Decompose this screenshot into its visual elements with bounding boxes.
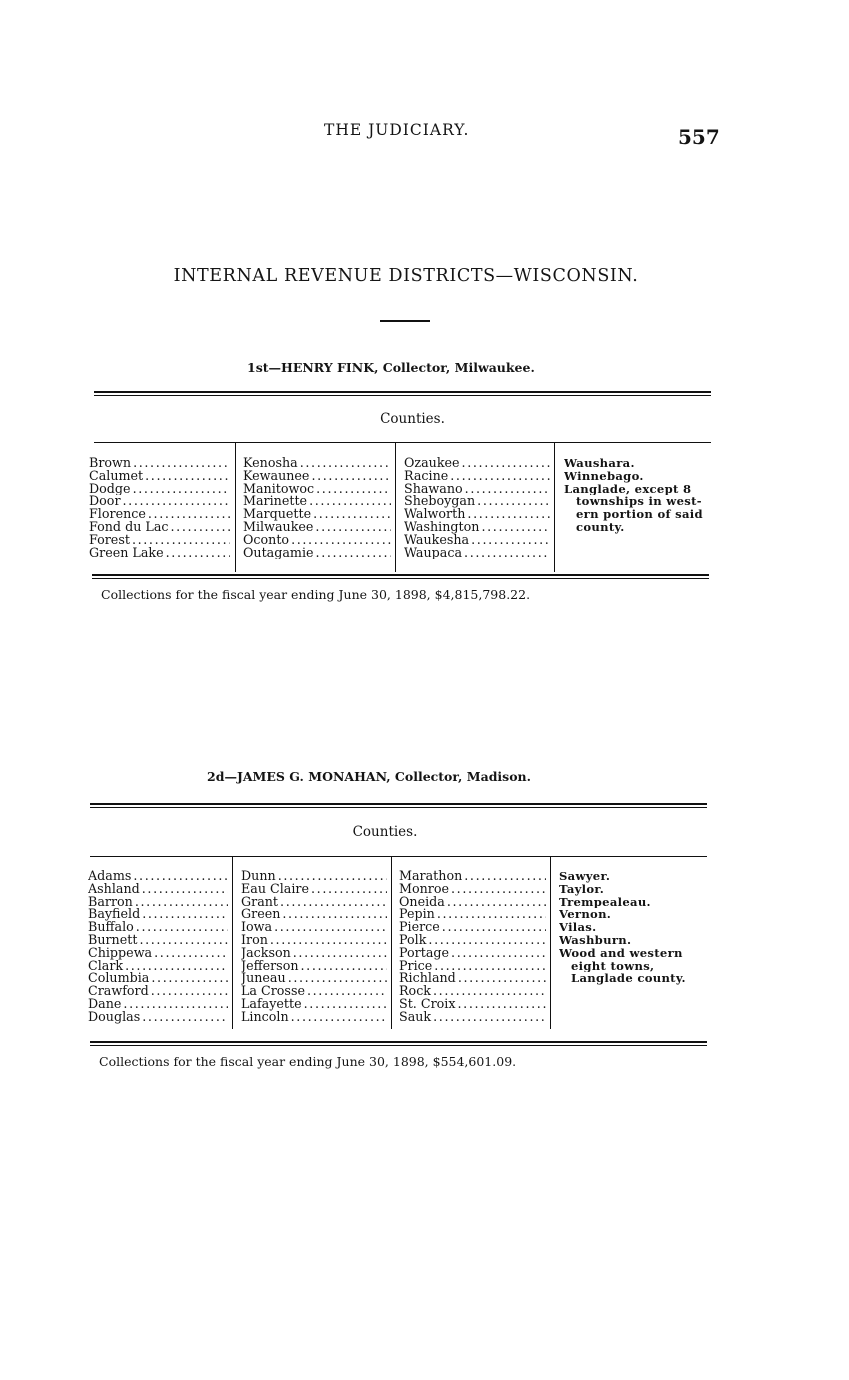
list-item: ern portion of said bbox=[576, 508, 703, 521]
list-item: Taylor. bbox=[559, 882, 605, 896]
list-item: Vernon. bbox=[559, 908, 612, 922]
list-item: Waukesha . . . bbox=[404, 534, 550, 547]
list-item: Waupaca . . . bbox=[404, 547, 550, 560]
list-item: county. bbox=[576, 520, 625, 534]
list-item: Bayfield . . . bbox=[88, 908, 228, 921]
list-item: Kenosha . . . bbox=[243, 457, 391, 470]
list-item: Winnebago. bbox=[564, 469, 644, 483]
list-item: Marinette . . . bbox=[243, 495, 391, 508]
list-item: Richland . . . bbox=[399, 972, 546, 985]
list-item: Iowa . . . bbox=[241, 921, 387, 934]
list-item: Racine . . . bbox=[404, 470, 550, 483]
district-1-col-divider-3 bbox=[554, 443, 555, 572]
list-item: Jefferson . . . bbox=[241, 960, 387, 973]
list-item: Lincoln . . . bbox=[241, 1011, 387, 1024]
list-item: Brown . . . bbox=[89, 457, 230, 470]
list-item: Barron . . . bbox=[88, 896, 228, 909]
list-item: Sheboygan . . . bbox=[404, 495, 550, 508]
district-1-bottom-rule bbox=[92, 574, 709, 579]
list-item: Kewaunee . . . bbox=[243, 470, 391, 483]
list-item: Marathon . . . bbox=[399, 870, 546, 883]
district-2-top-rule bbox=[90, 803, 707, 808]
list-item: Burnett . . . bbox=[88, 934, 228, 947]
list-item: Langlade, except 8 bbox=[564, 482, 692, 496]
list-item: Clark . . . bbox=[88, 960, 228, 973]
list-item: Columbia . . . bbox=[88, 972, 228, 985]
list-item: Chippewa . . . bbox=[88, 947, 228, 960]
list-item: Douglas . . . bbox=[88, 1011, 228, 1024]
district-1-col-divider-1 bbox=[235, 443, 236, 572]
list-item: Fond du Lac . . . bbox=[89, 521, 230, 534]
list-item: Green Lake . . . bbox=[89, 547, 230, 560]
list-item: Forest . . . bbox=[89, 534, 230, 547]
list-item: Juneau . . . bbox=[241, 972, 387, 985]
district-2-col-divider-3 bbox=[550, 857, 551, 1029]
district-1-column-2 bbox=[243, 457, 391, 559]
list-item: Green . . . bbox=[241, 908, 387, 921]
list-item: Oneida . . . bbox=[399, 896, 546, 909]
list-item: Crawford . . . bbox=[88, 985, 228, 998]
list-item: Milwaukee . . . bbox=[243, 521, 391, 534]
list-item: St. Croix . . . bbox=[399, 998, 546, 1011]
list-item: Ashland . . . bbox=[88, 883, 228, 896]
list-item: Langlade county. bbox=[571, 972, 686, 986]
list-item: Sauk . . . bbox=[399, 1011, 546, 1024]
list-item: Polk . . . bbox=[399, 934, 546, 947]
list-item: Dane . . . bbox=[88, 998, 228, 1011]
title-rule bbox=[380, 320, 430, 322]
list-item: eight towns, bbox=[571, 959, 655, 973]
district-2-col-divider-2 bbox=[391, 857, 392, 1029]
list-item: Grant . . . bbox=[241, 896, 387, 909]
list-item: Sawyer. bbox=[559, 870, 611, 883]
district-2-column-2 bbox=[241, 870, 387, 1024]
list-item: townships in west- bbox=[576, 495, 702, 509]
list-item: Price . . . bbox=[399, 960, 546, 973]
district-2-collections: Collections for the fiscal year ending June 30, 1898, $554,601.09. bbox=[99, 1054, 517, 1069]
district-2-col-divider-1 bbox=[232, 857, 233, 1029]
list-item: Washburn. bbox=[559, 933, 632, 947]
list-item: Ozaukee . . . bbox=[404, 457, 550, 470]
list-item: Outagamie . . . bbox=[243, 547, 391, 560]
list-item: Waushara. bbox=[564, 457, 635, 470]
list-item: Door . . . bbox=[89, 495, 230, 508]
district-1-collections: Collections for the fiscal year ending June 30, 1898, $4,815,798.22. bbox=[101, 587, 531, 602]
list-item: Pierce . . . bbox=[399, 921, 546, 934]
list-item: Dunn . . . bbox=[241, 870, 387, 883]
list-item: Monroe . . . bbox=[399, 883, 546, 896]
district-2-column-4 bbox=[559, 870, 719, 985]
page-number: 557 bbox=[678, 125, 720, 149]
district-2-counties-label: Counties. bbox=[352, 824, 418, 840]
list-item: Walworth . . . bbox=[404, 508, 550, 521]
district-1-column-1 bbox=[89, 457, 230, 559]
list-item: Marquette . . . bbox=[243, 508, 391, 521]
list-item: La Crosse . . . bbox=[241, 985, 387, 998]
district-1-column-4 bbox=[564, 457, 734, 534]
list-item: Lafayette . . . bbox=[241, 998, 387, 1011]
district-2-heading: 2d—JAMES G. MONAHAN, Collector, Madison. bbox=[207, 769, 531, 784]
district-1-top-rule bbox=[94, 391, 711, 396]
district-1-counties-label: Counties. bbox=[380, 411, 445, 427]
list-item: Rock . . . bbox=[399, 985, 546, 998]
list-item: Buffalo . . . bbox=[88, 921, 228, 934]
list-item: Washington . . . bbox=[404, 521, 550, 534]
list-item: Calumet . . . bbox=[89, 470, 230, 483]
list-item: Vilas. bbox=[559, 921, 597, 934]
list-item: Oconto . . . bbox=[243, 534, 391, 547]
district-2-header-rule bbox=[90, 856, 707, 857]
list-item: Adams . . . bbox=[88, 870, 228, 883]
list-item: Pepin . . . bbox=[399, 908, 546, 921]
list-item: Dodge . . . bbox=[89, 483, 230, 496]
running-head: THE JUDICIARY. bbox=[324, 121, 470, 139]
list-item: Manitowoc . . . bbox=[243, 483, 391, 496]
district-1-col-divider-2 bbox=[395, 443, 396, 572]
district-2-column-1 bbox=[88, 870, 228, 1024]
list-item: Florence . . . bbox=[89, 508, 230, 521]
page-title: INTERNAL REVENUE DISTRICTS—WISCONSIN. bbox=[173, 266, 639, 286]
district-1-header-rule bbox=[94, 442, 711, 443]
list-item: Wood and western bbox=[559, 946, 683, 960]
district-2-bottom-rule bbox=[90, 1041, 707, 1046]
district-1-column-3 bbox=[404, 457, 550, 559]
district-1-heading: 1st—HENRY FINK, Collector, Milwaukee. bbox=[247, 360, 535, 375]
list-item: Shawano . . . bbox=[404, 483, 550, 496]
list-item: Eau Claire . . . bbox=[241, 883, 387, 896]
district-2-column-3 bbox=[399, 870, 546, 1024]
list-item: Trempealeau. bbox=[559, 895, 651, 909]
list-item: Portage . . . bbox=[399, 947, 546, 960]
list-item: Iron . . . bbox=[241, 934, 387, 947]
list-item: Jackson . . . bbox=[241, 947, 387, 960]
